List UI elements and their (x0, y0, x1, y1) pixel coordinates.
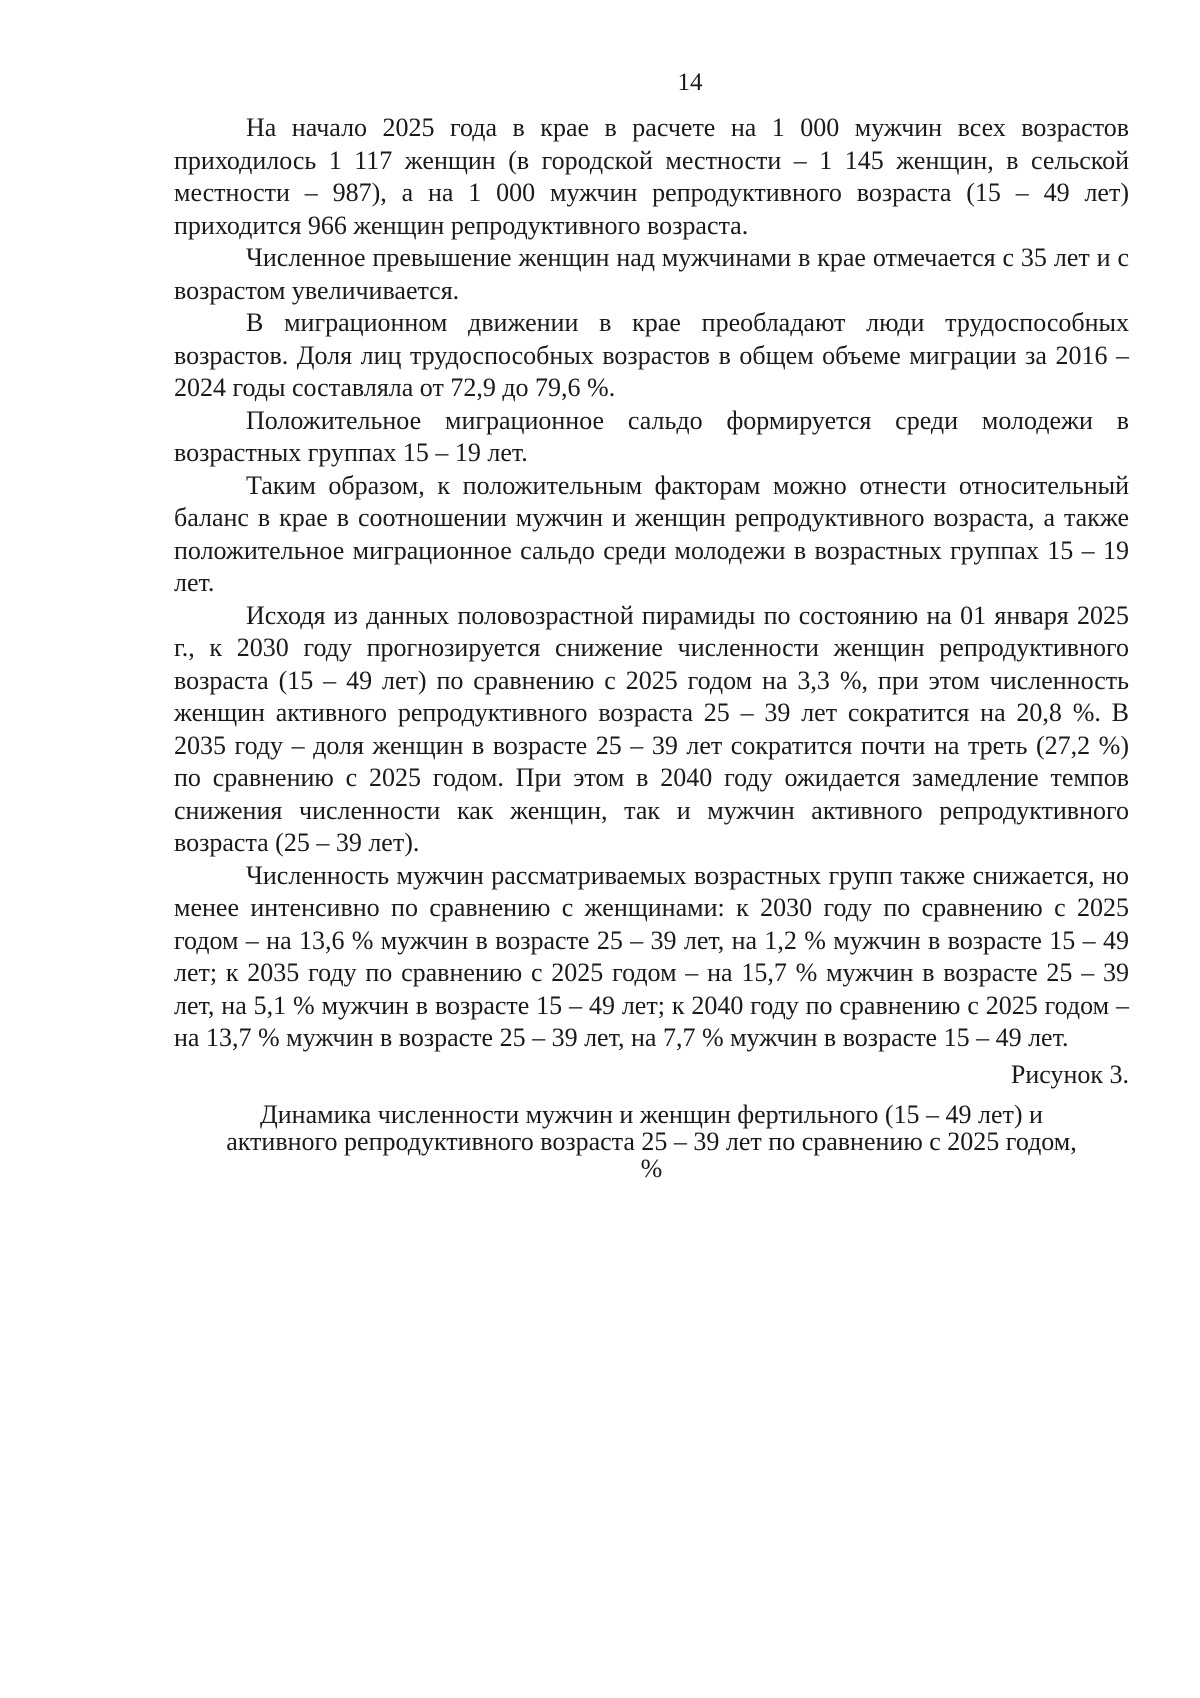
figure-caption-line: активного репродуктивного возраста 25 – 39 лет по сравнению с 2025 годом, (226, 1127, 1077, 1156)
paragraph-female-excess: Численное превышение женщин над мужчинами в крае отмечается с 35 лет и с возрастом увеличивается. (174, 243, 1129, 305)
paragraph-male-forecast: Численность мужчин рассматриваемых возрастных групп также снижается, но менее интенсивно по сравнению с женщинами: к 2030 году по сравнению с 2025 годом – на 13,6 % мужчин в возрасте 25 – 39 лет, на 1,2 % мужчин в возрасте 15 – 49 лет; к 2035 году по сравнению с 2025 годом – на 15,7 % мужчин в возрасте 25 – 39 лет, на 5,1 % мужчин в возрасте 15 – 49 лет; к 2040 году по сравнению с 2025 годом – на 13,7 % мужчин в возрасте 25 – 39 лет, на 7,7 % мужчин в возрасте 15 – 49 лет. (174, 860, 1129, 1052)
figure-label: Рисунок 3. (1010, 1059, 1129, 1089)
paragraph-migration-balance: Положительное миграционное сальдо формируется среди молодежи в возрастных группах 15 – 19 лет. (174, 405, 1129, 467)
body-text (174, 112, 1129, 1182)
paragraph-migration: В миграционном движении в крае преобладают люди трудоспособных возрастов. Доля лиц трудоспособных возрастов в общем объеме миграции за 2016 – 2024 годы составляла от 72,9 до 79,6 %. (174, 308, 1129, 402)
page-number: 14 (677, 69, 703, 96)
figure-caption-line: Динамика численности мужчин и женщин фертильного (15 – 49 лет) и (260, 1100, 1043, 1129)
paragraph-positive-factors: Таким образом, к положительным факторам можно отнести относительный баланс в крае в соотношении мужчин и женщин репродуктивного возраста, а также положительное миграционное сальдо среди молодежи в возрастных группах 15 – 19 лет. (174, 470, 1129, 597)
paragraph-sex-ratio: На начало 2025 года в крае в расчете на 1 000 мужчин всех возрастов приходилось 1 117 женщин (в городской местности – 1 145 женщин, в сельской местности – 987), а на 1 000 мужчин репродуктивного возраста (15 – 49 лет) приходится 966 женщин репродуктивного возраста. (174, 113, 1129, 240)
paragraph-female-forecast: Исходя из данных половозрастной пирамиды по состоянию на 01 января 2025 г., к 2030 году прогнозируется снижение численности женщин репродуктивного возраста (15 – 49 лет) по сравнению с 2025 годом на 3,3 %, при этом численность женщин активного репродуктивного возраста 25 – 39 лет сократится на 20,8 %. В 2035 году – доля женщин в возрасте 25 – 39 лет сократится почти на треть (27,2 %) по сравнению с 2025 годом. При этом в 2040 году ожидается замедление темпов снижения численности как женщин, так и мужчин активного репродуктивного возраста (25 – 39 лет). (174, 600, 1129, 857)
figure-caption-line: % (640, 1154, 663, 1183)
figure-caption (174, 1101, 1129, 1182)
